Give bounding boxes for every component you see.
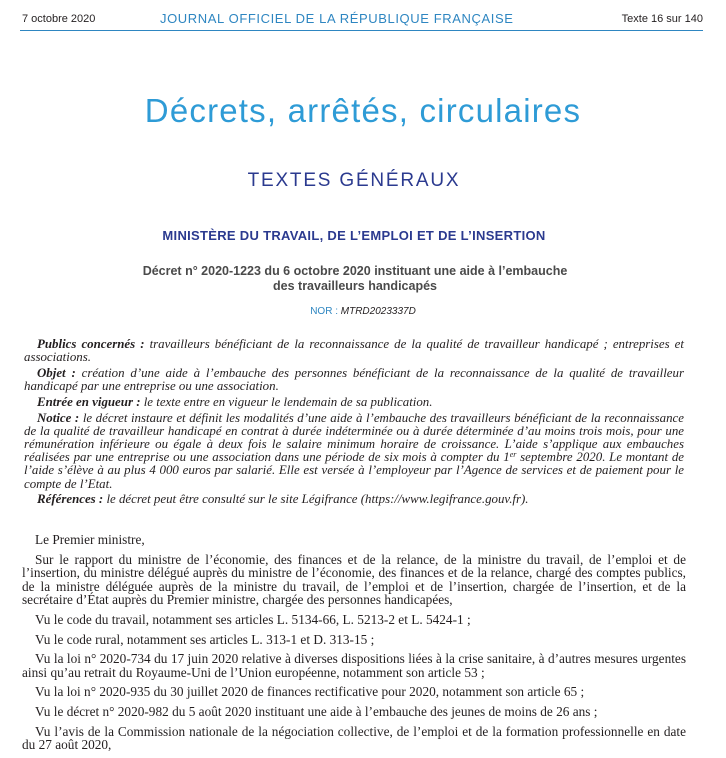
body-paragraph-vu-loi-2020-935: Vu la loi n° 2020-935 du 30 juillet 2020 de finances rectificative pour 2020, notamment son article 65 ; xyxy=(35,684,585,700)
notice-notice xyxy=(24,412,684,491)
header-divider xyxy=(20,30,703,31)
body-paragraph-vu-code-travail: Vu le code du travail, notamment ses articles L. 5134-66, L. 5213-2 et L. 5424-1 ; xyxy=(35,611,471,627)
notice-references-label: Références : xyxy=(37,492,104,507)
body-paragraph-vu-avis: Vu l’avis de la Commission nationale de la négociation collective, de l’emploi et de la formation professionnelle en date du 27 août 2020, xyxy=(22,723,686,753)
decree-body xyxy=(22,533,686,758)
notice-publics-text: travailleurs bénéficiant de la reconnaissance de la qualité de travailleur handicapé ; entreprises et associations. xyxy=(24,337,684,365)
journal-title: JOURNAL OFFICIEL DE LA RÉPUBLIQUE FRANÇAISE xyxy=(160,11,514,26)
notice-entree xyxy=(24,396,684,409)
notice-block xyxy=(24,338,684,509)
body-paragraph-vu-code-rural: Vu le code rural, notamment ses articles L. 313-1 et D. 313-15 ; xyxy=(35,631,375,647)
body-paragraph-rapport: Sur le rapport du ministre de l’économie, des finances et de la relance, de la ministre du travail, de l’emploi et de l’insertion, du ministre délégué auprès du ministre de l’économie, des finances et de la relance, chargé des comptes publics, de la ministre déléguée auprès de la ministre du travail, de l’emploi et de l’insertion, chargée de l’insertion, et de la secrétaire d’État auprès du Premier ministre, chargée des personnes handicapées, xyxy=(22,551,686,608)
notice-entree-label: Entrée en vigueur : xyxy=(37,394,141,409)
page-header xyxy=(20,11,703,28)
notice-publics-label: Publics concernés : xyxy=(37,337,145,351)
notice-references-text: le décret peut être consulté sur le site Légifrance (https://www.legifrance.gouv.fr). xyxy=(106,492,529,507)
nor-label: NOR : xyxy=(310,306,338,317)
notice-objet-text: création d’une aide à l’embauche des personnes bénéficiant de la reconnaissance de la qualité de travailleur handicapé par une entreprise ou une association. xyxy=(24,365,684,394)
body-paragraph-premier-ministre: Le Premier ministre, xyxy=(35,532,145,547)
body-paragraph-vu-decret-2020-982: Vu le décret n° 2020-982 du 5 août 2020 instituant une aide à l’embauche des jeunes de moins de 26 ans ; xyxy=(35,704,598,720)
notice-publics xyxy=(24,338,684,364)
notice-objet-label: Objet : xyxy=(37,365,76,380)
text-counter: Texte 16 sur 140 xyxy=(621,13,703,25)
notice-notice-text-a: le décret instaure et définit les modalités d’une aide à l’embauche des travailleurs bénéficiant de la reconnaissance de la qualité de travailleur handicapé en contrat à durée indéterminée ou à durée déterminée d’au moins trois mois, pour une rémunération inférieure ou égale à deux fois le salaire minimum horaire de croissance. L’aide s’applique aux embauches réalisées par une entreprise ou une association dans une période de six mois à compter du 1 xyxy=(24,410,684,465)
section-title: Décrets, arrêtés, circulaires xyxy=(144,92,582,129)
notice-notice-sup: er xyxy=(509,450,517,460)
nor-value: MTRD2023337D xyxy=(340,306,416,317)
notice-objet xyxy=(24,367,684,393)
section-subtitle: TEXTES GÉNÉRAUX xyxy=(247,170,461,191)
nor-reference xyxy=(0,306,726,317)
decree-title-line-1: Décret n° 2020-1223 du 6 octobre 2020 instituant une aide à l’embauche xyxy=(142,264,568,278)
notice-notice-label: Notice : xyxy=(37,410,80,425)
notice-references xyxy=(24,493,684,506)
publication-date: 7 octobre 2020 xyxy=(22,13,96,25)
ministry-heading: MINISTÈRE DU TRAVAIL, DE L’EMPLOI ET DE L’INSERTION xyxy=(162,228,546,243)
notice-entree-text: le texte entre en vigueur le lendemain de sa publication. xyxy=(143,394,433,409)
decree-title-line-2: des travailleurs handicapés xyxy=(273,279,437,293)
notice-notice-text-b: septembre 2020. Le montant de l’aide s’élève à au plus 4 000 euros par salarié. Elle est versée à l’employeur par l’Agence de services et de paiement pour le compte de l’Etat. xyxy=(24,450,685,491)
body-paragraph-vu-loi-2020-734: Vu la loi n° 2020-734 du 17 juin 2020 relative à diverses dispositions liées à la crise sanitaire, à d’autres mesures urgentes ainsi qu’au retrait du Royaume-Uni de l’Union européenne, notamment son article 53 ; xyxy=(22,651,686,680)
decree-title xyxy=(60,264,650,294)
